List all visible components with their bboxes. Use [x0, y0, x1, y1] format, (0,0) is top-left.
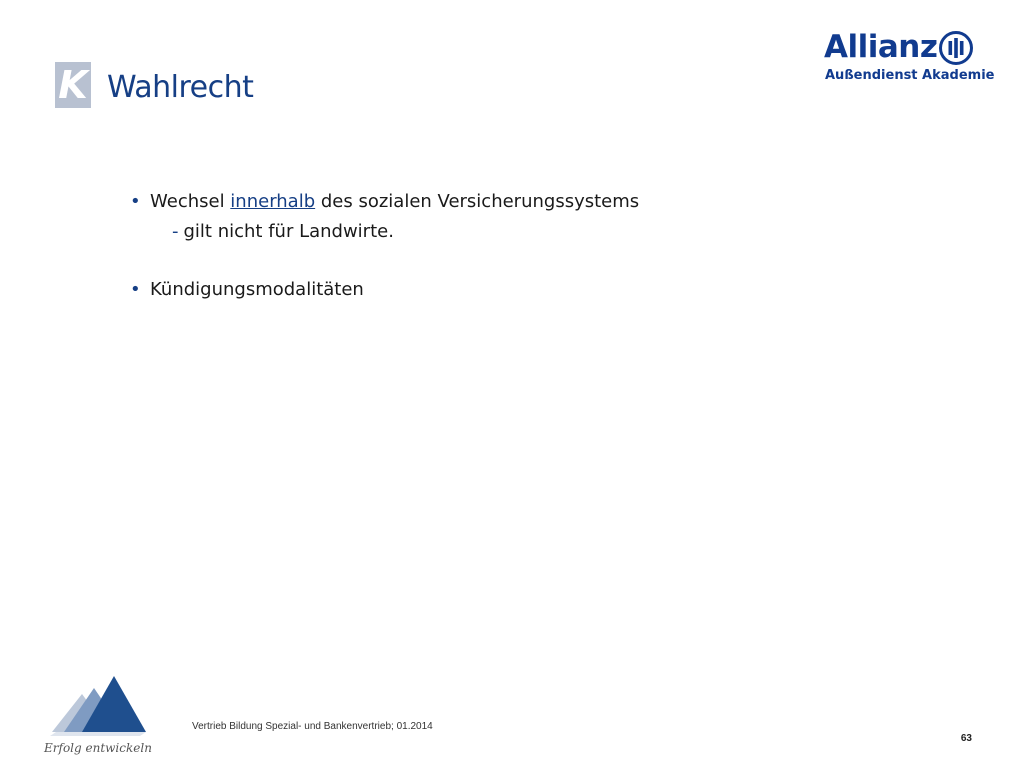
bullet-dot-icon: • — [130, 191, 141, 212]
bullet-text: Kündigungsmodalitäten — [150, 279, 364, 300]
page-number: 63 — [960, 733, 972, 744]
bullet-text-prefix: Wechsel — [150, 191, 231, 212]
sub-bullet-dash: - — [172, 221, 179, 242]
bullet-text-suffix: des sozialen Versicherungssystems — [315, 191, 640, 212]
section-badge-letter: K — [58, 63, 88, 107]
sub-bullet-text: gilt nicht für Landwirte. — [183, 221, 394, 242]
sub-bullet-item — [172, 218, 394, 246]
allianz-logo-subtitle: Außendienst Akademie — [825, 68, 995, 83]
mountain-triangles-icon — [42, 672, 154, 758]
section-badge — [55, 62, 91, 108]
allianz-logo-wordmark: Allianz — [824, 29, 938, 65]
bullet-item — [130, 188, 639, 216]
bullet-item — [130, 276, 364, 304]
innerhalb-link[interactable]: innerhalb — [230, 191, 316, 212]
allianz-logo — [824, 28, 995, 88]
footer-slogan: Erfolg entwickeln — [44, 741, 152, 755]
footer-text: Vertrieb Bildung Spezial- und Bankenvertrieb; 01.2014 — [192, 721, 433, 732]
bullet-dot-icon: • — [130, 279, 141, 300]
slide-title: Wahlrecht — [107, 70, 254, 105]
allianz-eagle-icon — [938, 30, 974, 66]
